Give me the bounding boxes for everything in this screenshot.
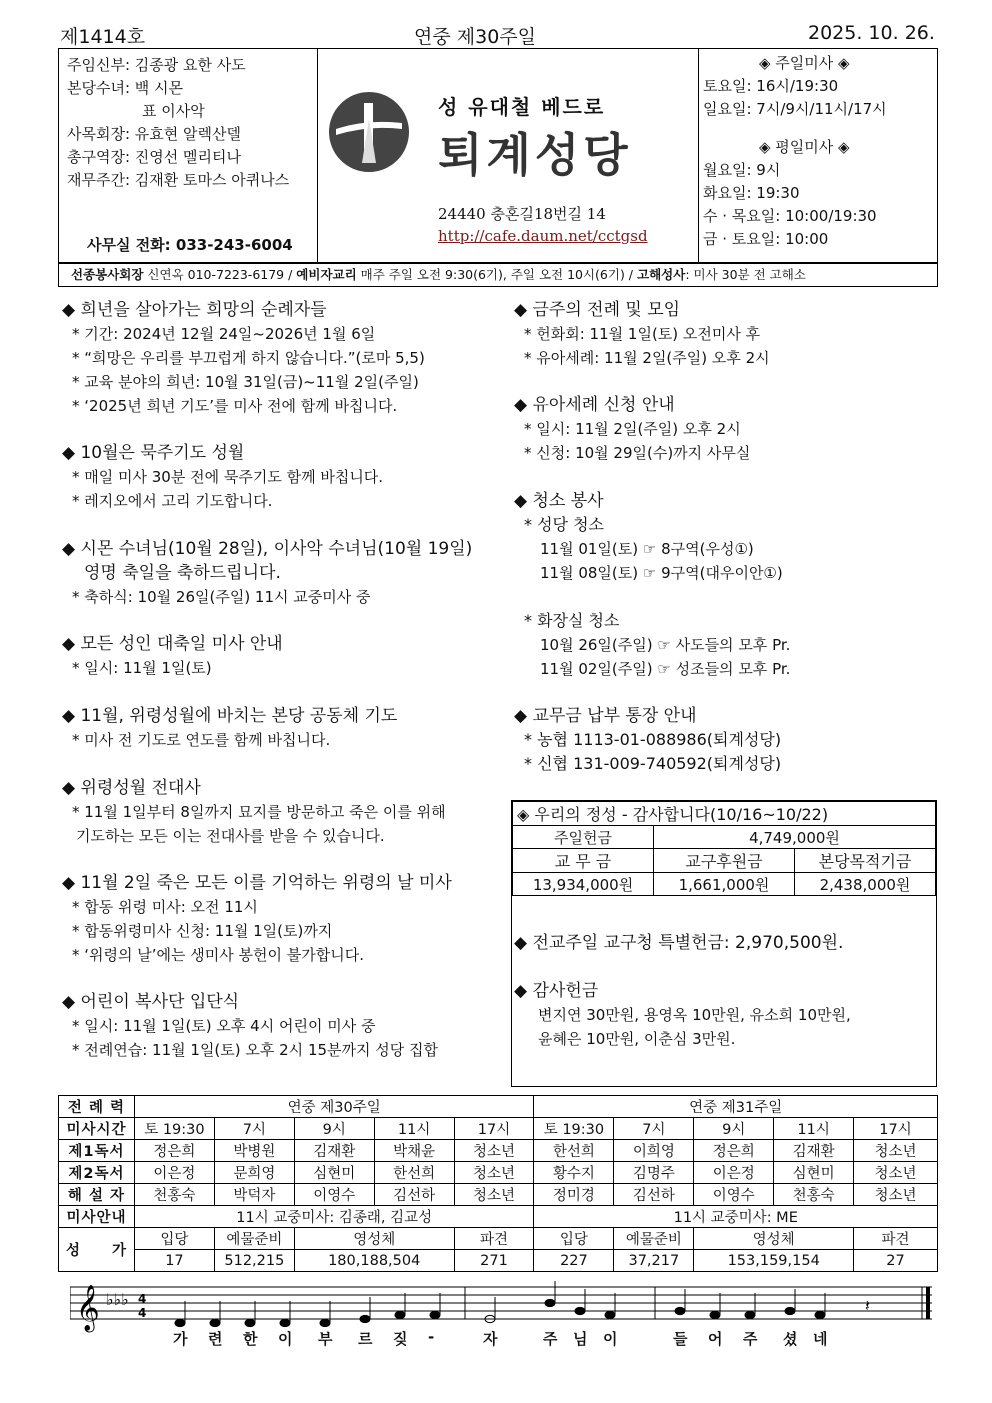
mass-time: 11시: [374, 1118, 454, 1140]
week-title: 연중 제31주일: [534, 1096, 938, 1118]
parish-name: 퇴계성당: [438, 128, 632, 182]
staff-line: 표 이사악: [67, 102, 205, 120]
info-text: : 미사 30분 전 고해소: [685, 267, 806, 282]
parish-url-link[interactable]: http://cafe.daum.net/cctgsd: [438, 227, 648, 245]
sunday-offering-label: 주일헌금: [513, 826, 654, 849]
lyric-syllable: 이: [603, 1330, 618, 1348]
note-icon: [675, 1307, 685, 1314]
table-cell: 한선희: [534, 1140, 614, 1162]
row-label: 미사안내: [59, 1206, 135, 1228]
special-offering: [514, 931, 843, 955]
announcement-subtitle: * 성당 청소: [524, 515, 604, 534]
announcement-item: * 일시: 11월 2일(주일) 오후 2시: [524, 420, 741, 438]
announcement-title: ◆ 모든 성인 대축일 미사 안내: [62, 634, 283, 654]
note-icon: [745, 1311, 755, 1318]
announcement: [62, 298, 425, 418]
table-cell: 김명주: [614, 1162, 694, 1184]
announcement-item: 11월 08일(토) ☞ 9구역(대우이안①): [540, 564, 783, 582]
note-icon: [175, 1319, 185, 1326]
mass-time: 7시: [214, 1118, 294, 1140]
thanks-offering-line: 변지연 30만원, 용영옥 10만원, 유소희 10만원,: [538, 1006, 851, 1024]
announcement-item: 10월 26일(주일) ☞ 사도들의 모후 Pr.: [540, 636, 791, 654]
time-signature-icon: 4: [138, 1306, 147, 1320]
info-text: 매주 주일 오전 9:30(6기), 주일 오전 10시(6기) /: [356, 267, 637, 282]
announcement-title: ◆ 10월은 묵주기도 성월: [62, 443, 245, 463]
table-cell: 청소년: [454, 1184, 534, 1206]
hymn-number: 17: [134, 1250, 214, 1272]
announcement-title: 영명 축일을 축하드립니다.: [84, 563, 281, 583]
table-cell: 박덕자: [214, 1184, 294, 1206]
lyric-syllable: 주: [543, 1330, 558, 1348]
table-cell: 박병원: [214, 1140, 294, 1162]
announcement: [62, 990, 438, 1062]
lyric-syllable: 네: [813, 1330, 828, 1348]
announcement-item: * 합동위령미사 신청: 11월 1일(토)까지: [72, 922, 333, 940]
sunday-mass-line: 토요일: 16시/19:30: [703, 77, 839, 95]
lyrics-line: [70, 1328, 932, 1352]
announcement: [514, 489, 790, 681]
staff-line: 총구역장: 진영선 멜리티나: [67, 148, 241, 166]
staff-line: 사목회장: 유효현 알렉산델: [67, 125, 241, 143]
lyric-syllable: 가: [173, 1330, 188, 1348]
offering-value: 2,438,000원: [795, 873, 936, 896]
time-signature-icon: 4: [138, 1292, 147, 1306]
treble-clef-icon: 𝄞: [76, 1285, 100, 1331]
offering-value: 13,934,000원: [513, 873, 654, 896]
thanks-offering: [514, 979, 851, 1051]
announcement-title: ◆ 금주의 전례 및 모임: [514, 300, 681, 320]
announcement: [62, 704, 397, 752]
issue-number: 제1414호: [60, 26, 146, 48]
announcement: [514, 704, 781, 776]
table-cell: 김선하: [614, 1184, 694, 1206]
info-label: 예비자교리: [296, 267, 357, 282]
mass-time: 11시: [774, 1118, 854, 1140]
announcement: [62, 776, 446, 848]
lyric-syllable: 님: [573, 1330, 588, 1348]
lyric-syllable: 이: [278, 1330, 293, 1348]
weekday-mass-line: 월요일: 9시: [703, 161, 781, 179]
table-cell: 김재환: [774, 1140, 854, 1162]
hymn-header: 예물준비: [214, 1228, 294, 1250]
row-label: 전 례 력: [59, 1096, 135, 1118]
mass-time: 토 19:30: [534, 1118, 614, 1140]
note-icon: [710, 1311, 720, 1318]
announcement-item: * 매일 미사 30분 전에 묵주기도 함께 바칩니다.: [72, 468, 384, 486]
hymn-header: 예물준비: [614, 1228, 694, 1250]
note-icon: [320, 1319, 330, 1326]
sunday-offering-value: 4,749,000원: [654, 826, 936, 849]
announcement: [62, 537, 472, 609]
special-offering-text: ◆ 전교주일 교구청 특별헌금: 2,970,500원.: [514, 933, 844, 953]
weekday-mass-line: 수 · 목요일: 10:00/19:30: [703, 207, 877, 225]
announcement-title: ◆ 희년을 살아가는 희망의 순례자들: [62, 300, 327, 320]
table-cell: 심현미: [774, 1162, 854, 1184]
announcement: [62, 441, 383, 513]
offering-table: [512, 801, 936, 896]
lyric-syllable: 들: [673, 1330, 688, 1348]
announcement-item: * 기간: 2024년 12월 24일~2026년 1월 6일: [72, 325, 376, 343]
announcement-title: ◆ 11월 2일 죽은 모든 이를 기억하는 위령의 날 미사: [62, 873, 452, 893]
announcement-item: * 11월 1일부터 8일까지 묘지를 방문하고 죽은 이를 위해: [72, 803, 446, 821]
note-icon: [545, 1299, 555, 1306]
announcement-title: ◆ 위령성월 전대사: [62, 778, 201, 798]
thanks-offering-line: 윤혜은 10만원, 이춘심 3만원.: [538, 1030, 736, 1048]
note-icon: [430, 1311, 440, 1318]
announcement-title: ◆ 청소 봉사: [514, 491, 604, 511]
lyric-syllable: -: [428, 1328, 435, 1346]
table-cell: 정은희: [134, 1140, 214, 1162]
announcement-item: * 미사 전 기도로 연도를 함께 바칩니다.: [72, 731, 331, 749]
hymn-number: 512,215: [214, 1250, 294, 1272]
parish-panel: [318, 49, 699, 262]
note-icon: [245, 1319, 255, 1326]
mass-time: 17시: [854, 1118, 938, 1140]
lyric-syllable: 부: [318, 1330, 333, 1348]
announcement-item: * ‘위령의 날’에는 생미사 봉헌이 불가합니다.: [72, 946, 364, 964]
table-cell: 이영수: [294, 1184, 374, 1206]
note-icon: [280, 1319, 290, 1326]
info-bar: [58, 263, 938, 287]
info-label: 고해성사: [637, 267, 686, 282]
announcement-title: ◆ 11월, 위령성월에 바치는 본당 공동체 기도: [62, 706, 398, 726]
offering-title: ◈ 우리의 정성 - 감사합니다(10/16~10/22): [513, 802, 936, 826]
row-label: 미사시간: [59, 1118, 135, 1140]
table-cell: 청소년: [854, 1184, 938, 1206]
announcement-item: * 신협 131-009-740592(퇴계성당): [524, 754, 782, 773]
announcement-item: * 교육 분야의 희년: 10월 31일(금)~11월 2일(주일): [72, 373, 419, 391]
row-label: 해 설 자: [59, 1184, 135, 1206]
mass-time: 9시: [294, 1118, 374, 1140]
table-cell: 이희영: [614, 1140, 694, 1162]
mass-time: 토 19:30: [134, 1118, 214, 1140]
announcement-item: * “희망은 우리를 부끄럽게 하지 않습니다.”(로마 5,5): [72, 349, 425, 367]
announcement-item: * ‘2025년 희년 기도’를 미사 전에 함께 바칩니다.: [72, 397, 398, 415]
table-cell: 청소년: [454, 1162, 534, 1184]
announcement-item: 11월 01일(토) ☞ 8구역(우성①): [540, 540, 754, 558]
offering-header: 교구후원금: [654, 849, 795, 873]
announcement-item: * 일시: 11월 1일(토) 오후 4시 어린이 미사 중: [72, 1017, 376, 1035]
note-icon: [395, 1311, 405, 1318]
table-cell: 이은정: [134, 1162, 214, 1184]
sunday-mass-title: ◈ 주일미사 ◈: [759, 54, 850, 72]
table-cell: 천홍숙: [134, 1184, 214, 1206]
announcement-title: ◆ 교무금 납부 통장 안내: [514, 706, 697, 726]
table-cell: 정미경: [534, 1184, 614, 1206]
hymn-header: 입당: [134, 1228, 214, 1250]
lyric-syllable: 주: [743, 1330, 758, 1348]
hymn-header: 영성체: [294, 1228, 454, 1250]
weekday-mass-title: ◈ 평일미사 ◈: [759, 138, 850, 156]
note-icon: [210, 1319, 220, 1326]
offering-header: 본당목적기금: [795, 849, 936, 873]
flat-icon: ♭♭♭: [106, 1290, 129, 1309]
hymn-header: 파견: [454, 1228, 534, 1250]
parish-address: 24440 충혼길18번길 14: [438, 205, 606, 223]
bulletin-title: 연중 제30주일: [414, 26, 536, 48]
hymn-header: 영성체: [694, 1228, 854, 1250]
announcement-item: * 합동 위령 미사: 오전 11시: [72, 898, 258, 916]
table-cell: 청소년: [854, 1162, 938, 1184]
announcement-title: ◆ 유아세례 신청 안내: [514, 395, 675, 415]
hymn-number: 27: [854, 1250, 938, 1272]
hymn-header: 입당: [534, 1228, 614, 1250]
announcement-subtitle: * 화장실 청소: [524, 611, 620, 630]
table-cell: 김재환: [294, 1140, 374, 1162]
mass-guide: 11시 교중미사: ME: [534, 1206, 938, 1228]
week-title: 연중 제30주일: [134, 1096, 534, 1118]
note-icon: [785, 1307, 795, 1314]
hymn-number: 153,159,154: [694, 1250, 854, 1272]
mass-time: 9시: [694, 1118, 774, 1140]
staff-line: 주임신부: 김종광 요한 사도: [67, 56, 246, 74]
note-icon: [360, 1315, 370, 1322]
rest-icon: 𝄽: [865, 1296, 870, 1315]
table-cell: 천홍숙: [774, 1184, 854, 1206]
staff-line: 본당수녀: 백 시몬: [67, 79, 184, 97]
weekday-mass-line: 금 · 토요일: 10:00: [703, 230, 829, 248]
announcement-item: * 전례연습: 11월 1일(토) 오후 2시 15분까지 성당 집합: [72, 1041, 438, 1059]
announcement-title: ◆ 어린이 복사단 입단식: [62, 992, 240, 1012]
schedule-table: [58, 1095, 938, 1272]
table-cell: 문희영: [214, 1162, 294, 1184]
staff-panel: [59, 49, 318, 262]
announcement-item: 11월 02일(주일) ☞ 성조들의 모후 Pr.: [540, 660, 791, 678]
table-cell: 한선희: [374, 1162, 454, 1184]
info-label: 선종봉사회장: [71, 267, 144, 282]
announcement-title: ◆ 시몬 수녀님(10월 28일), 이사악 수녀님(10월 19일): [62, 539, 473, 559]
table-cell: 청소년: [854, 1140, 938, 1162]
lyric-syllable: 어: [708, 1330, 723, 1348]
note-icon: [815, 1311, 825, 1318]
announcement-item: * 축하식: 10월 26일(주일) 11시 교중미사 중: [72, 588, 371, 606]
row-label: 제1독서: [59, 1140, 135, 1162]
lyric-syllable: 짖: [393, 1330, 408, 1348]
note-icon: [605, 1311, 615, 1318]
lyric-syllable: 르: [358, 1330, 373, 1348]
header-box: [58, 48, 938, 263]
info-text: 신연옥 010-7223-6179 /: [143, 267, 297, 282]
hymn-number: 37,217: [614, 1250, 694, 1272]
offering-header: 교 무 금: [513, 849, 654, 873]
parish-subtitle: 성 유대철 베드로: [438, 95, 606, 119]
announcement-item: * 농협 1113-01-088986(퇴계성당): [524, 730, 782, 749]
table-cell: 이영수: [694, 1184, 774, 1206]
announcement-item: * 유아세례: 11월 2일(주일) 오후 2시: [524, 349, 770, 367]
music-staff: [70, 1275, 935, 1335]
staff-line: 재무주간: 김재환 토마스 아퀴나스: [67, 171, 290, 189]
announcement: [514, 298, 770, 370]
announcement-item: * 신청: 10월 29일(수)까지 사무실: [524, 444, 751, 462]
lyric-syllable: 한: [243, 1330, 258, 1348]
table-cell: 심현미: [294, 1162, 374, 1184]
lyric-syllable: 련: [208, 1330, 223, 1348]
lyric-syllable: 자: [483, 1330, 498, 1348]
note-icon: [575, 1307, 585, 1314]
row-label: 성 가: [59, 1228, 135, 1272]
hymn-number: 271: [454, 1250, 534, 1272]
offering-value: 1,661,000원: [654, 873, 795, 896]
mass-times-panel: [699, 49, 937, 262]
offering-box: [511, 800, 937, 1087]
announcement-item: * 헌화회: 11월 1일(토) 오전미사 후: [524, 325, 761, 343]
table-cell: 이은정: [694, 1162, 774, 1184]
sunday-mass-line: 일요일: 7시/9시/11시/17시: [703, 100, 887, 118]
row-label: 제2독서: [59, 1162, 135, 1184]
hymn-number: 227: [534, 1250, 614, 1272]
cross-logo-icon: [326, 89, 412, 175]
mass-time: 17시: [454, 1118, 534, 1140]
lyric-syllable: 셨: [783, 1330, 798, 1348]
announcement-item: * 일시: 11월 1일(토): [72, 659, 212, 677]
weekday-mass-line: 화요일: 19:30: [703, 184, 800, 202]
thanks-offering-title: ◆ 감사헌금: [514, 981, 599, 1001]
table-cell: 청소년: [454, 1140, 534, 1162]
table-cell: 황수지: [534, 1162, 614, 1184]
bulletin-date: 2025. 10. 26.: [808, 22, 935, 44]
office-phone: 사무실 전화: 033-243-6004: [87, 236, 293, 254]
mass-guide: 11시 교중미사: 김종래, 김교성: [134, 1206, 534, 1228]
hymn-number: 180,188,504: [294, 1250, 454, 1272]
table-cell: 정은희: [694, 1140, 774, 1162]
mass-time: 7시: [614, 1118, 694, 1140]
hymn-header: 파견: [854, 1228, 938, 1250]
table-cell: 박채윤: [374, 1140, 454, 1162]
table-cell: 김선하: [374, 1184, 454, 1206]
announcement: [514, 393, 750, 465]
announcement-item: * 레지오에서 고리 기도합니다.: [72, 492, 273, 510]
announcement-item: 기도하는 모든 이는 전대사를 받을 수 있습니다.: [76, 827, 385, 845]
announcement: [62, 632, 283, 680]
announcement: [62, 871, 452, 967]
